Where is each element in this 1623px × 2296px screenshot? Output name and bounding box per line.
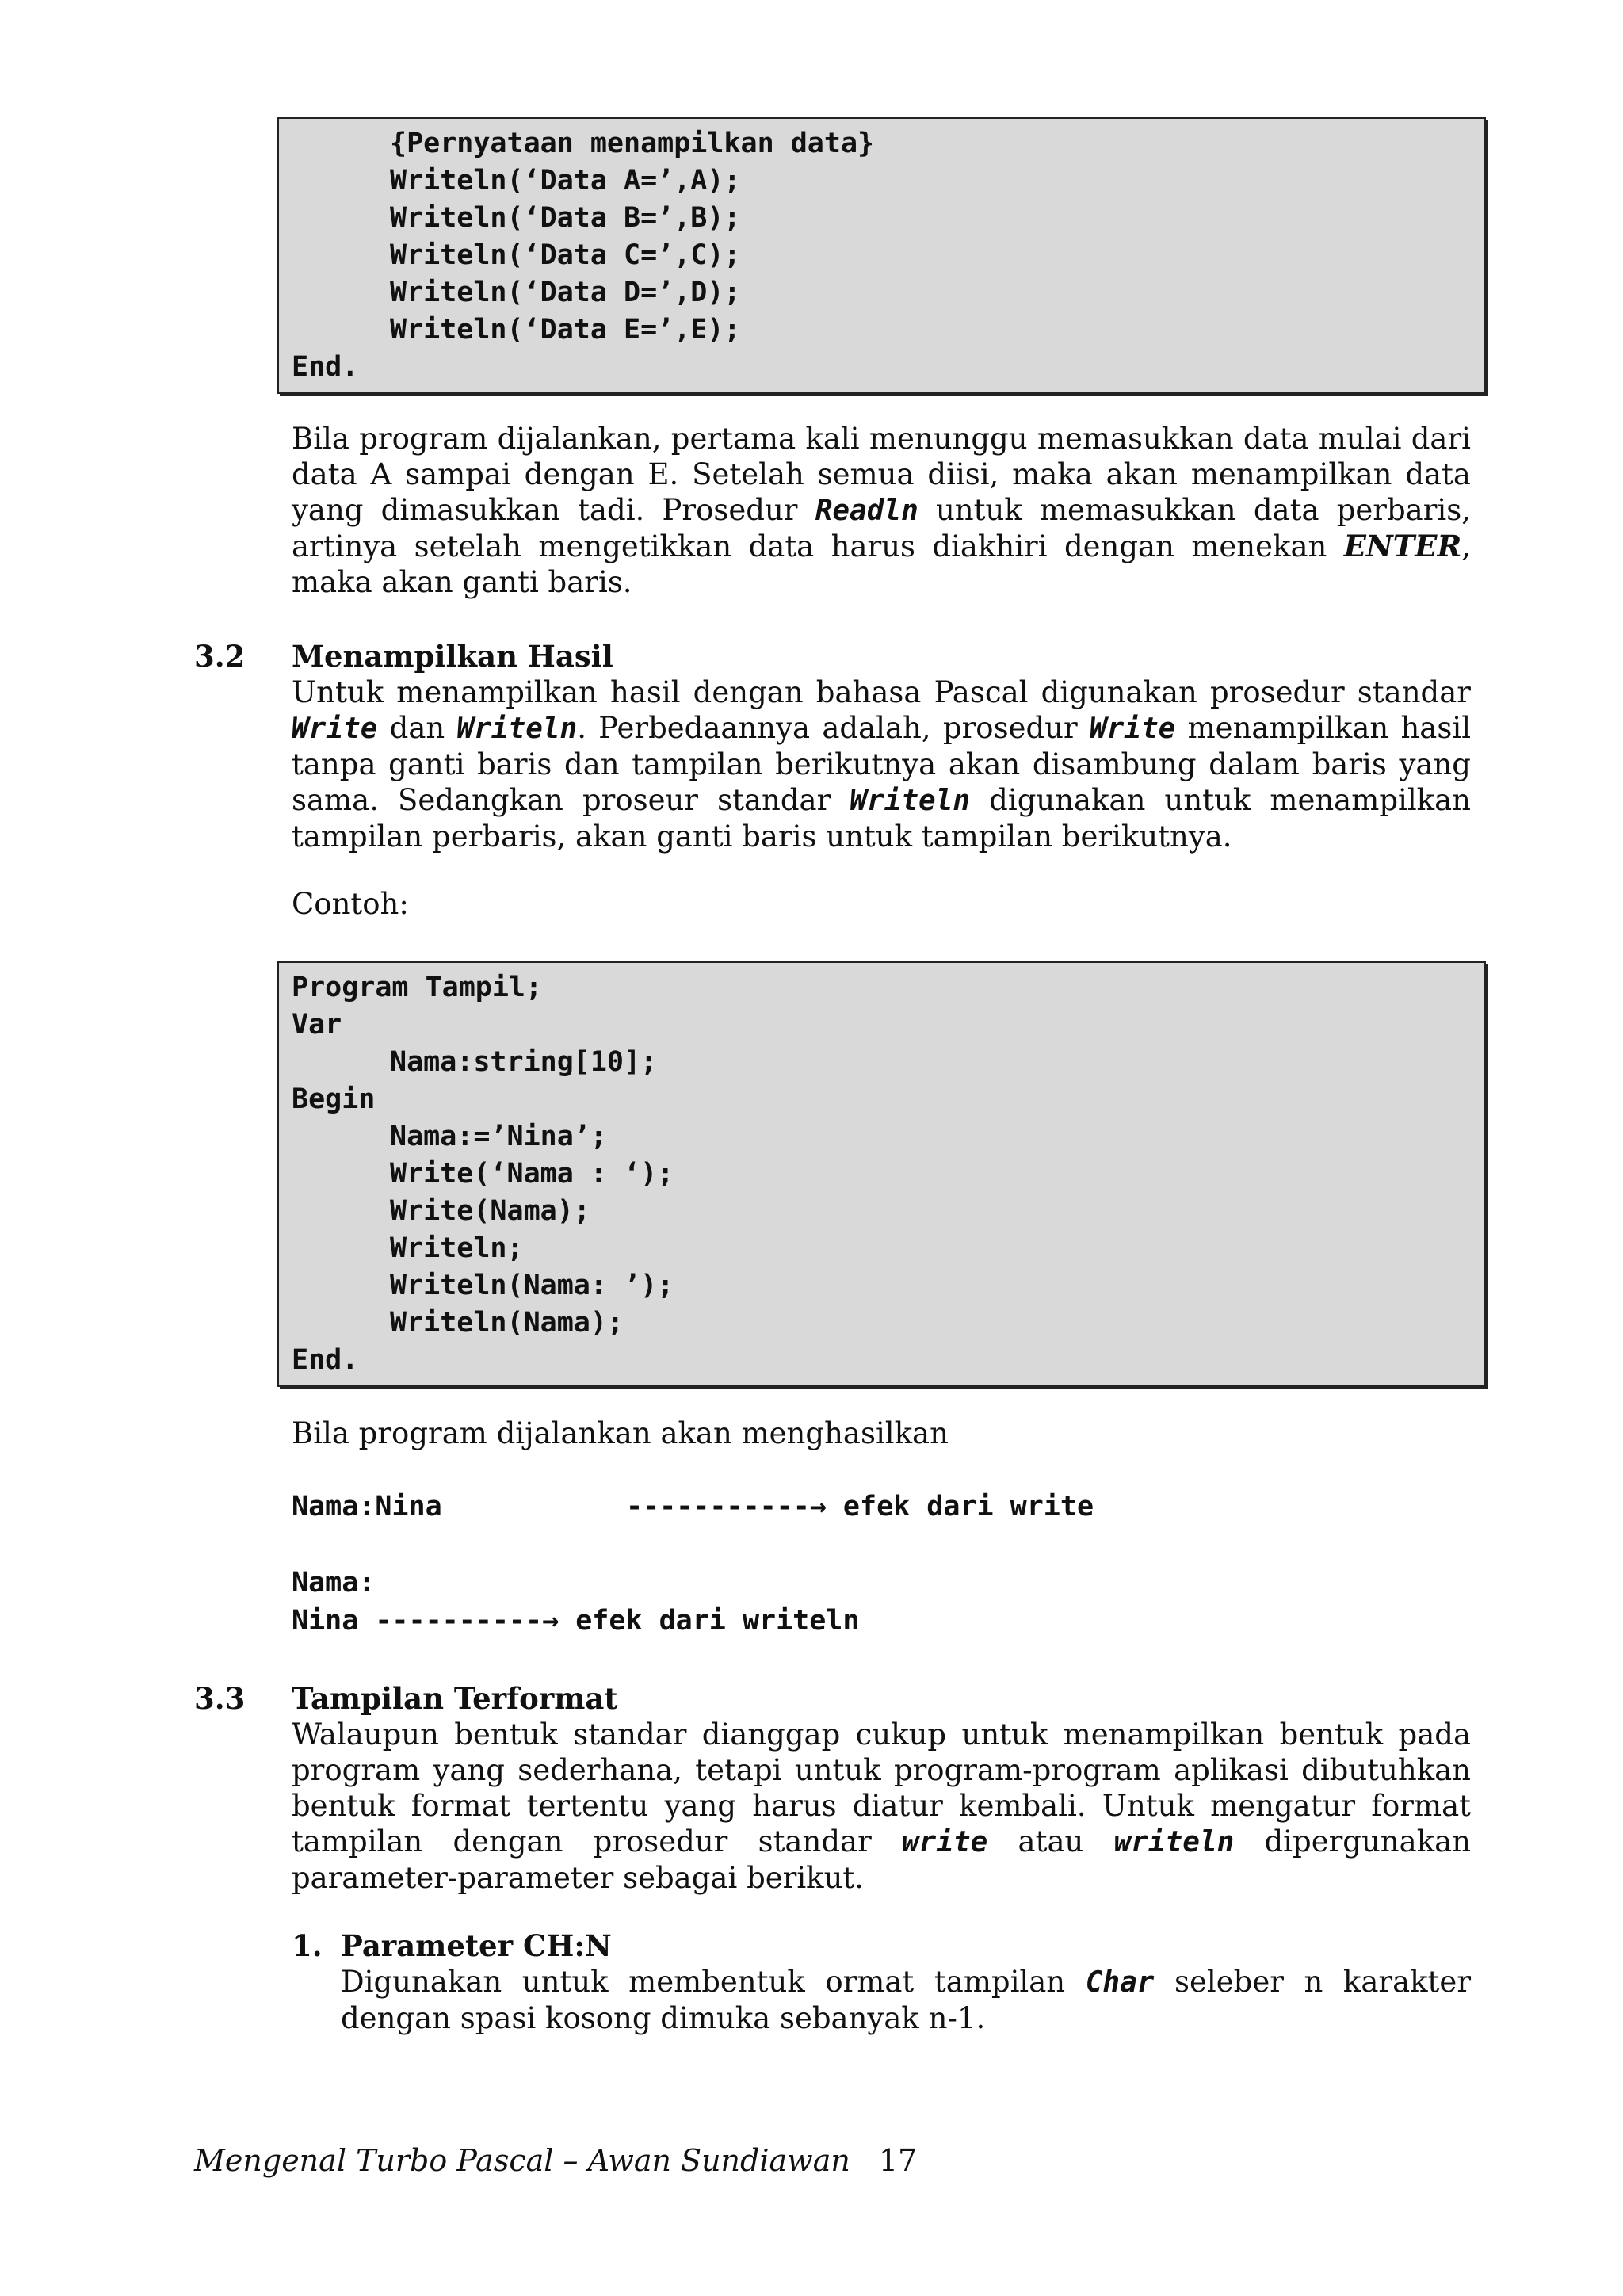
code-line: Writeln(Nama: ’);	[390, 1270, 674, 1301]
text-line: tampilan perbaris, akan ganti baris untuk tampilan berikutnya.	[292, 819, 1232, 854]
text-line: yang dimasukkan tadi. Prosedur Readln untuk memasukkan data perbaris,	[292, 493, 1472, 527]
text-line: Walaupun bentuk standar dianggap cukup untuk menampilkan bentuk pada	[292, 1717, 1471, 1752]
code-line: Writeln(‘Data B=’,B);	[390, 202, 741, 234]
text-line: Digunakan untuk membentuk ormat tampilan Char seleber n karakter	[341, 1965, 1472, 1999]
text-line: tampilan dengan prosedur standar write atau writeln dipergunakan	[292, 1824, 1471, 1859]
code-block-1	[277, 117, 1486, 394]
code-line: Var	[292, 1009, 342, 1041]
text-line: artinya setelah mengetikkan data harus diakhiri dengan menekan ENTER,	[292, 529, 1472, 563]
code-line: Write(‘Nama : ‘);	[390, 1158, 674, 1190]
keyword-writeln: Writeln	[456, 712, 578, 745]
section-title-tampilan-terformat: Tampilan Terformat	[292, 1681, 618, 1716]
code-line: Nama:=’Nina’;	[390, 1121, 607, 1152]
text-line: Write dan Writeln. Perbedaannya adalah, prosedur Write menampilkan hasil	[292, 711, 1472, 745]
paragraph-format	[292, 1717, 1471, 1896]
code-line: {Pernyataan menampilkan data}	[390, 128, 875, 159]
code-line: Nama:string[10];	[390, 1046, 658, 1078]
list-item-title: 1. Parameter CH:N	[292, 1928, 612, 1963]
code-line: Writeln;	[390, 1232, 524, 1264]
code-line: Begin	[292, 1083, 376, 1115]
section-title-menampilkan-hasil: Menampilkan Hasil	[292, 639, 613, 674]
output-line-nama: Nama:	[292, 1567, 376, 1599]
keyword-readln: Readln	[815, 495, 918, 527]
output-line-nina: Nina ----------→ efek dari writeln	[292, 1605, 860, 1637]
text-line: tanpa ganti baris dan tampilan berikutnya akan disambung dalam baris yang	[292, 747, 1471, 781]
keyword-writeln: writeln	[1113, 1826, 1235, 1859]
keyword-write: write	[901, 1826, 988, 1859]
footer-book-title: Mengenal Turbo Pascal – Awan Sundiawan	[194, 2143, 850, 2178]
output-annotation-write: -----------→ efek dari write	[626, 1491, 1094, 1522]
output-line-nama-nina: Nama:Nina	[292, 1491, 442, 1522]
output-intro: Bila program dijalankan akan menghasilkan	[292, 1416, 949, 1450]
keyword-enter: ENTER	[1343, 529, 1462, 563]
text-line: program yang sederhana, tetapi untuk program-program aplikasi dibutuhkan	[292, 1753, 1471, 1787]
code-line: End.	[292, 351, 359, 383]
code-line: Writeln(‘Data A=’,A);	[390, 165, 741, 197]
list-item-body	[341, 1964, 1471, 2036]
text-line: bentuk format tertentu yang harus diatur kembali. Untuk mengatur format	[292, 1789, 1471, 1823]
text-line: parameter-parameter sebagai berikut.	[292, 1861, 865, 1895]
paragraph-readln	[292, 421, 1471, 600]
code-line: Writeln(Nama);	[390, 1307, 624, 1339]
keyword-writeln: Writeln	[850, 785, 971, 817]
text-line: Untuk menampilkan hasil dengan bahasa Pascal digunakan prosedur standar	[292, 675, 1471, 709]
code-line: End.	[292, 1344, 359, 1376]
code-line: Writeln(‘Data D=’,D);	[390, 277, 741, 308]
code-line: Writeln(‘Data C=’,C);	[390, 239, 741, 271]
keyword-write: Write	[292, 712, 378, 745]
text-line: data A sampai dengan E. Setelah semua diisi, maka akan menampilkan data	[292, 457, 1471, 491]
code-line: Write(Nama);	[390, 1195, 590, 1227]
code-line: Program Tampil;	[292, 972, 543, 1003]
section-number-3-3: 3.3	[194, 1681, 246, 1716]
example-label: Contoh:	[292, 887, 409, 921]
code-line: Writeln(‘Data E=’,E);	[390, 314, 741, 346]
keyword-write: Write	[1089, 712, 1176, 745]
section-number-3-2: 3.2	[194, 639, 246, 674]
page-number: 17	[878, 2143, 918, 2178]
page-footer	[194, 2142, 917, 2179]
text-line: maka akan ganti baris.	[292, 565, 632, 599]
keyword-char: Char	[1085, 1966, 1155, 1999]
text-line: dengan spasi kosong dimuka sebanyak n-1.	[341, 2001, 986, 2035]
list-number: 1.	[292, 1928, 323, 1963]
text-line: sama. Sedangkan proseur standar Writeln digunakan untuk menampilkan	[292, 783, 1471, 817]
paragraph-write-writeln	[292, 674, 1471, 854]
code-block-2	[277, 961, 1486, 1387]
text-line: Bila program dijalankan, pertama kali menunggu memasukkan data mulai dari	[292, 422, 1471, 456]
